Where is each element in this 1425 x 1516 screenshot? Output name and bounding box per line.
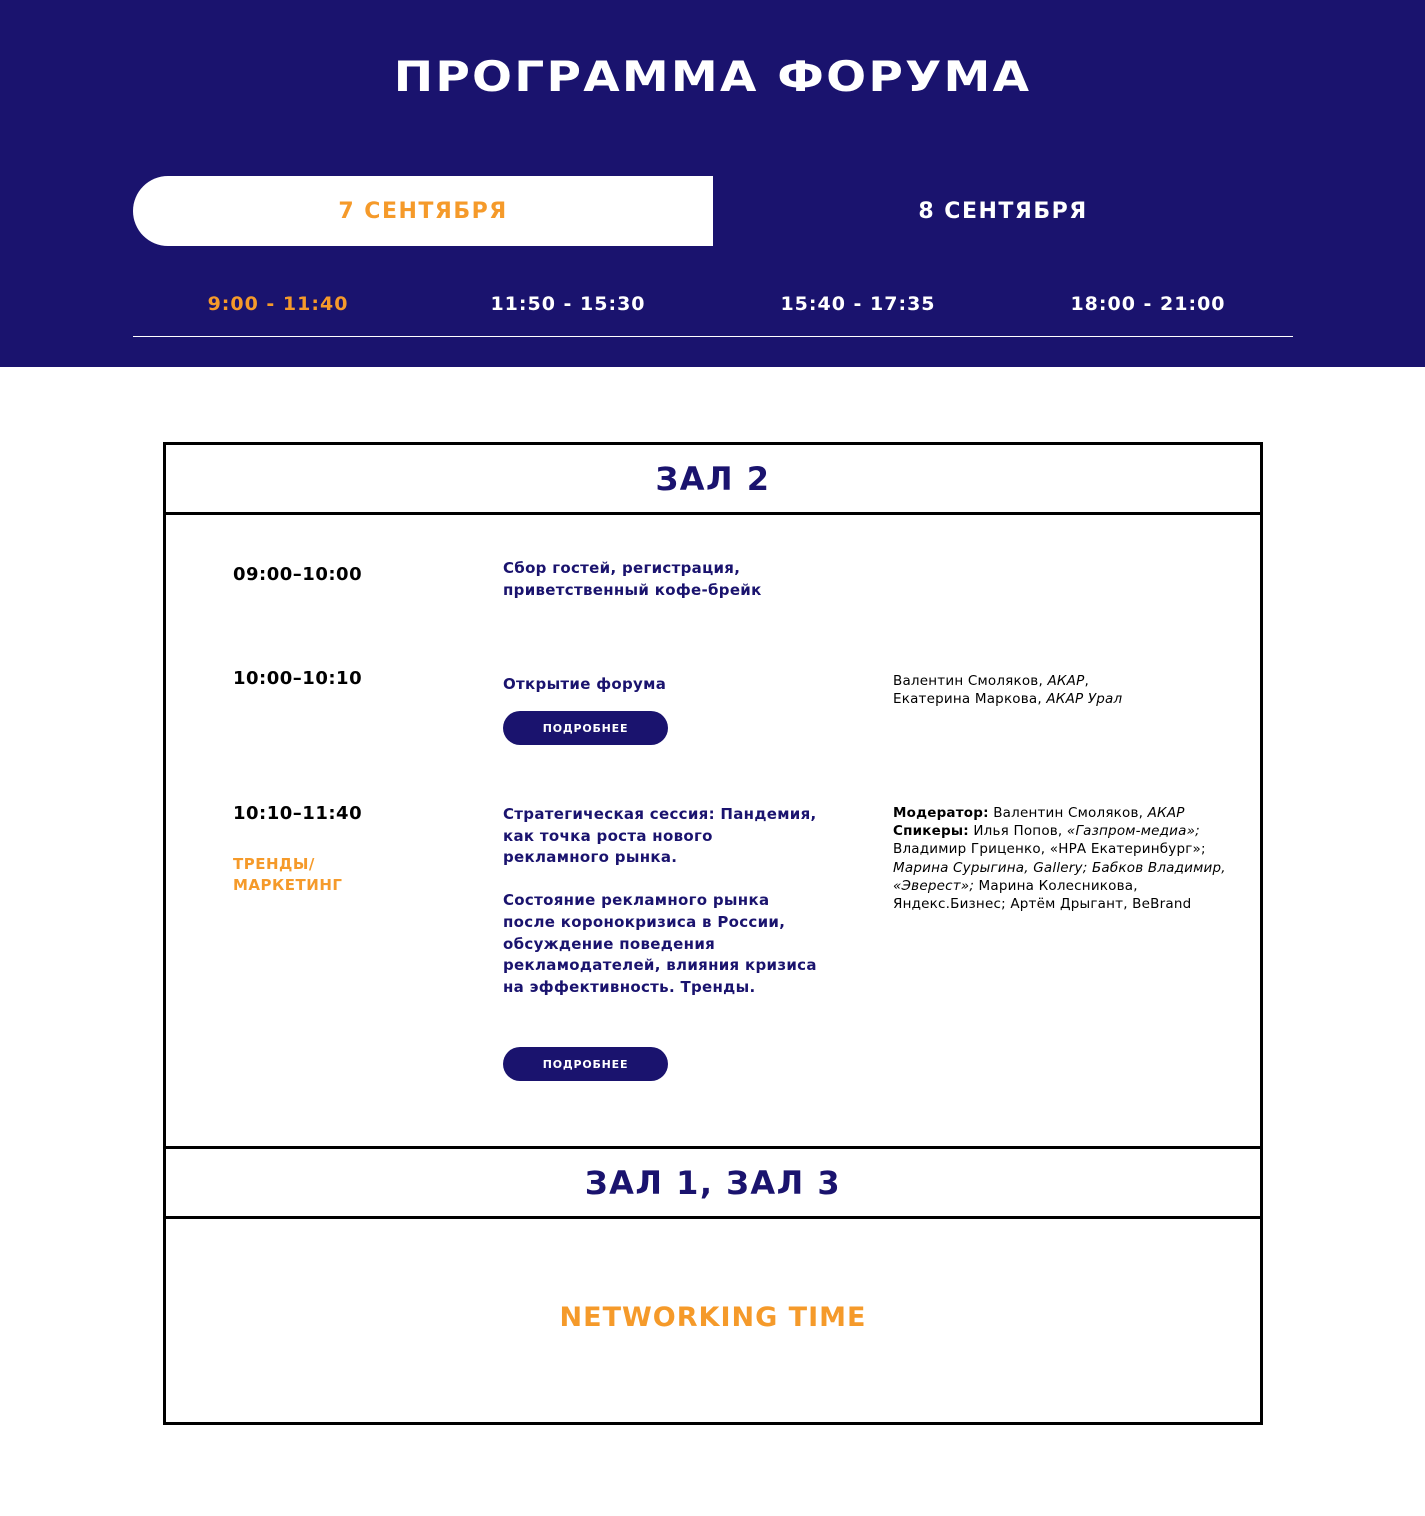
session-tag: ТРЕНДЫ/ МАРКЕТИНГ — [233, 855, 343, 894]
time-tab-2[interactable]: 11:50 - 15:30 — [490, 293, 646, 315]
more-button[interactable]: ПОДРОБНЕЕ — [503, 1047, 668, 1081]
speaker-text: Марина Сурыгина, Gallery; Бабков Владимир, «Эверест»; — [893, 859, 1226, 894]
session-title — [503, 804, 818, 999]
moderator-org: АКАР — [1147, 805, 1185, 821]
session-title-text: Стратегическая сессия: Пандемия, как точка роста нового рекламного рынка. — [503, 805, 817, 867]
speaker-text: Владимир Гриценко, «НРА Екатеринбург»; — [893, 841, 1206, 858]
hall-header: ЗАЛ 1, ЗАЛ 3 — [166, 1146, 1260, 1219]
speaker-text: Марина Колесникова, Яндекс.Бизнес; Артём Дрыгант, BeBrand — [893, 877, 1192, 913]
time-tab-3[interactable]: 15:40 - 17:35 — [780, 293, 936, 315]
session-time: 09:00–10:00 — [233, 564, 363, 585]
moderator-name: Валентин Смоляков, — [988, 805, 1148, 821]
session-speakers — [893, 804, 1228, 913]
time-tab-1[interactable]: 9:00 - 11:40 — [207, 293, 349, 315]
session-title: Сбор гостей, регистрация, приветственный кофе-брейк — [503, 559, 762, 599]
networking-label: NETWORKING TIME — [559, 1302, 867, 1333]
speaker-text: Илья Попов, — [968, 823, 1067, 840]
speaker-org: АКАР — [1047, 673, 1085, 689]
schedule-table — [163, 442, 1263, 1425]
tab-day-8-september[interactable]: 8 СЕНТЯБРЯ — [918, 198, 1088, 224]
session-time: 10:10–11:40 — [233, 803, 363, 824]
speaker-separator: , — [1084, 673, 1089, 689]
speakers-label: Спикеры: — [893, 823, 969, 840]
session-speakers — [893, 672, 1233, 708]
more-button[interactable]: ПОДРОБНЕЕ — [503, 711, 668, 745]
tab-day-7-september[interactable]: 7 СЕНТЯБРЯ — [133, 176, 713, 246]
session-description: Состояние рекламного рынка после коронокризиса в России, обсуждение поведения рекламодателей, влияния кризиса на эффективность. Тренды. — [503, 891, 817, 996]
page-title: ПРОГРАММА ФОРУМА — [393, 52, 1032, 101]
speaker-org: АКАР Урал — [1046, 691, 1123, 708]
time-tabs — [133, 270, 1293, 337]
speaker-org: «Газпром-медиа»; — [1066, 823, 1200, 840]
header-section — [0, 0, 1425, 367]
session-title: Открытие форума — [503, 675, 667, 693]
session-time: 10:00–10:10 — [233, 668, 363, 689]
time-tab-4[interactable]: 18:00 - 21:00 — [1070, 293, 1226, 315]
speaker-name: Валентин Смоляков, — [893, 673, 1048, 689]
moderator-label: Модератор: — [893, 805, 989, 821]
hall-header: ЗАЛ 2 — [166, 445, 1260, 515]
speaker-name: Екатерина Маркова, — [893, 691, 1047, 708]
